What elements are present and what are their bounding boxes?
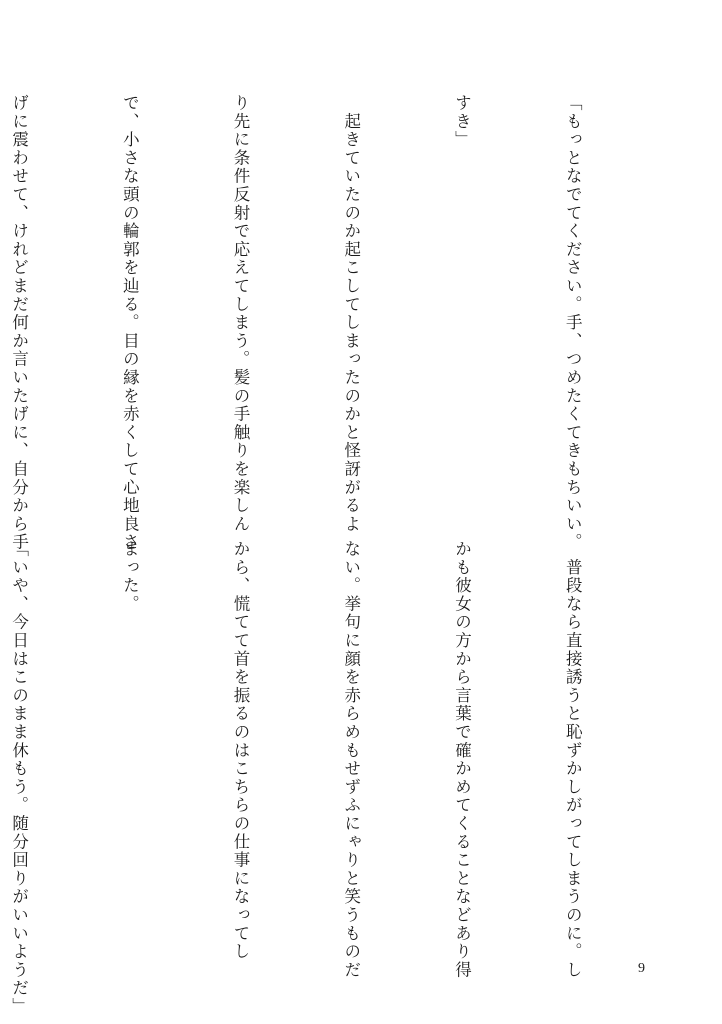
text-line: り先に条件反射で応えてしまう。髪の手触りを楽しん (231, 94, 251, 534)
lower-text-block (0, 540, 664, 1016)
text-line: で、小さな頭の輪郭を辿る。目の縁を赤くして心地良さ (120, 94, 140, 552)
text-line: まった。 (120, 540, 140, 614)
upper-text-block (0, 94, 664, 552)
text-line: すき」 (452, 94, 472, 149)
text-line: 「もっとなでてください。手、つめたくてきもちいい。 (563, 94, 583, 552)
page-number: 9 (638, 961, 645, 976)
text-line: 普段なら直接誘うと恥ずかしがってしまうのに。し (563, 540, 583, 980)
text-line: かも彼女の方から言葉で確かめてくることなどあり得 (452, 540, 472, 980)
text-line: げに震わせて、けれどまだ何か言いたげに、自分から手 (9, 94, 29, 552)
text-line: ない。挙句に顔を赤らめもせずふにゃりと笑うものだ (341, 540, 361, 980)
text-line: から、慌てて首を振るのはこちらの仕事になってし (231, 540, 251, 961)
text-line: 起きていたのか起こしてしまったのかと怪訝がるよ (341, 94, 361, 534)
text-line: 「いや、今日はこのまま休もう。随分回りがいいようだ」 (9, 540, 29, 1016)
